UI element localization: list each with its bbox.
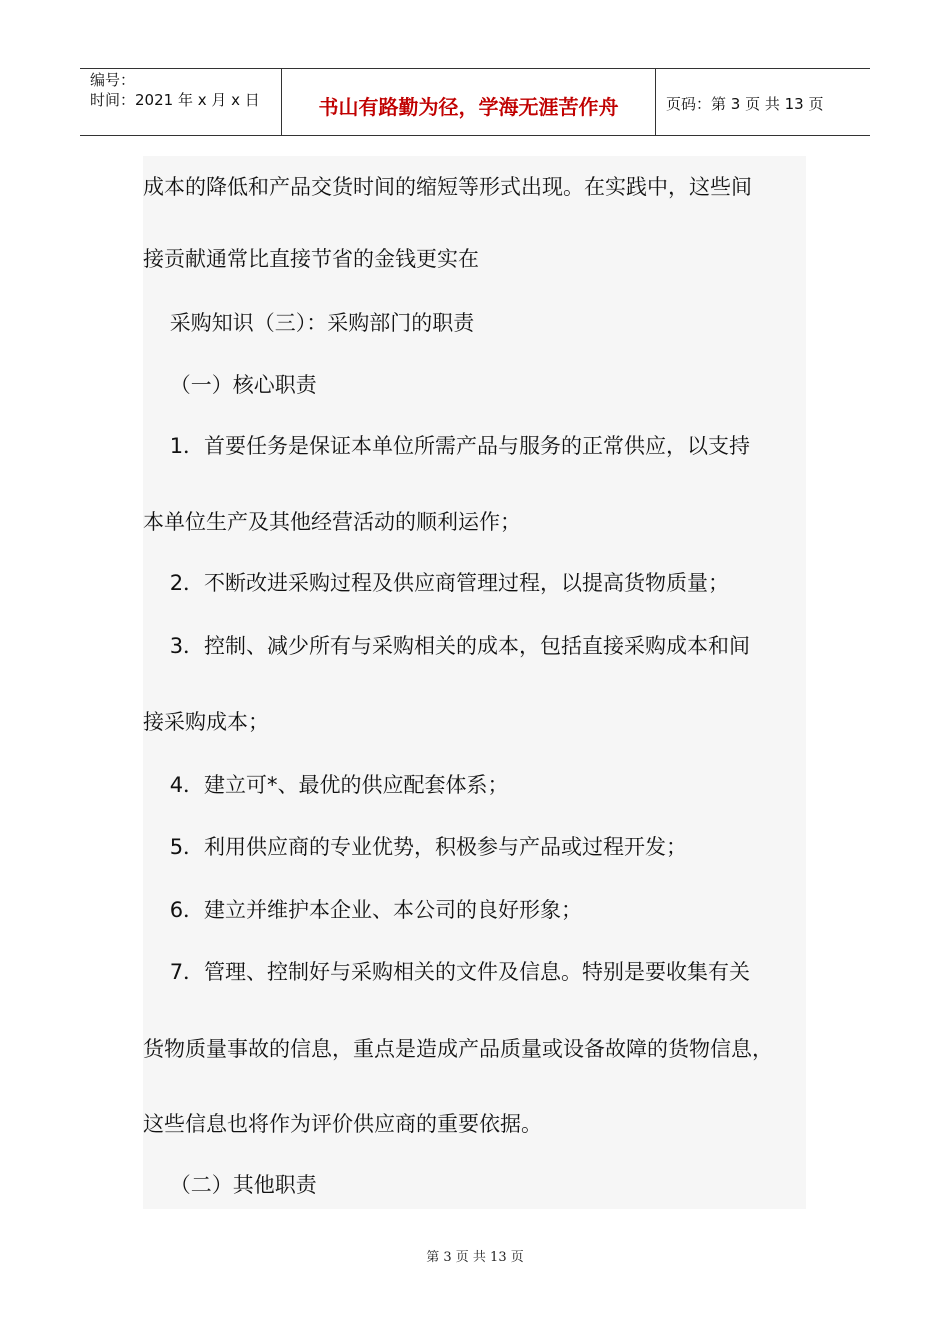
list-item: 7．管理、控制好与采购相关的文件及信息。特别是要收集有关	[143, 960, 751, 984]
body-paragraph: 成本的降低和产品交货时间的缩短等形式出现。在实践中，这些间	[143, 175, 752, 199]
header-page-code: 页码：第 3 页 共 13 页	[666, 95, 824, 113]
list-item: 1．首要任务是保证本单位所需产品与服务的正常供应，以支持	[143, 434, 751, 458]
header-meta-cell	[80, 69, 282, 135]
subsection-heading: （二）其他职责	[143, 1173, 317, 1197]
list-item-continued: 接采购成本；	[143, 710, 269, 734]
list-item: 3．控制、减少所有与采购相关的成本，包括直接采购成本和间	[143, 634, 751, 658]
list-item-continued: 货物质量事故的信息，重点是造成产品质量或设备故障的货物信息，	[143, 1037, 773, 1061]
page-footer: 第 3 页 共 13 页	[426, 1250, 524, 1265]
document-number-label: 编号：	[90, 71, 136, 89]
header-page-cell	[656, 69, 870, 135]
list-item: 5．利用供应商的专业优势，积极参与产品或过程开发；	[143, 835, 688, 859]
body-paragraph: 接贡献通常比直接节省的金钱更实在	[143, 247, 479, 271]
list-item: 6．建立并维护本企业、本公司的良好形象；	[143, 898, 583, 922]
list-item-continued: 这些信息也将作为评价供应商的重要依据。	[143, 1112, 542, 1136]
header-motto: 书山有路勤为径，学海无涯苦作舟	[318, 95, 619, 119]
section-heading: 采购知识（三）：采购部门的职责	[143, 311, 475, 335]
document-body	[143, 156, 806, 1209]
list-item-continued: 本单位生产及其他经营活动的顺利运作；	[143, 510, 521, 534]
header-motto-cell	[282, 69, 656, 135]
document-date-label: 时间：2021 年 x 月 x 日	[90, 91, 260, 109]
subsection-heading: （一）核心职责	[143, 373, 317, 397]
list-item: 2．不断改进采购过程及供应商管理过程，以提高货物质量；	[143, 571, 730, 595]
list-item: 4．建立可*、最优的供应配套体系；	[143, 773, 509, 797]
document-header	[80, 68, 870, 136]
